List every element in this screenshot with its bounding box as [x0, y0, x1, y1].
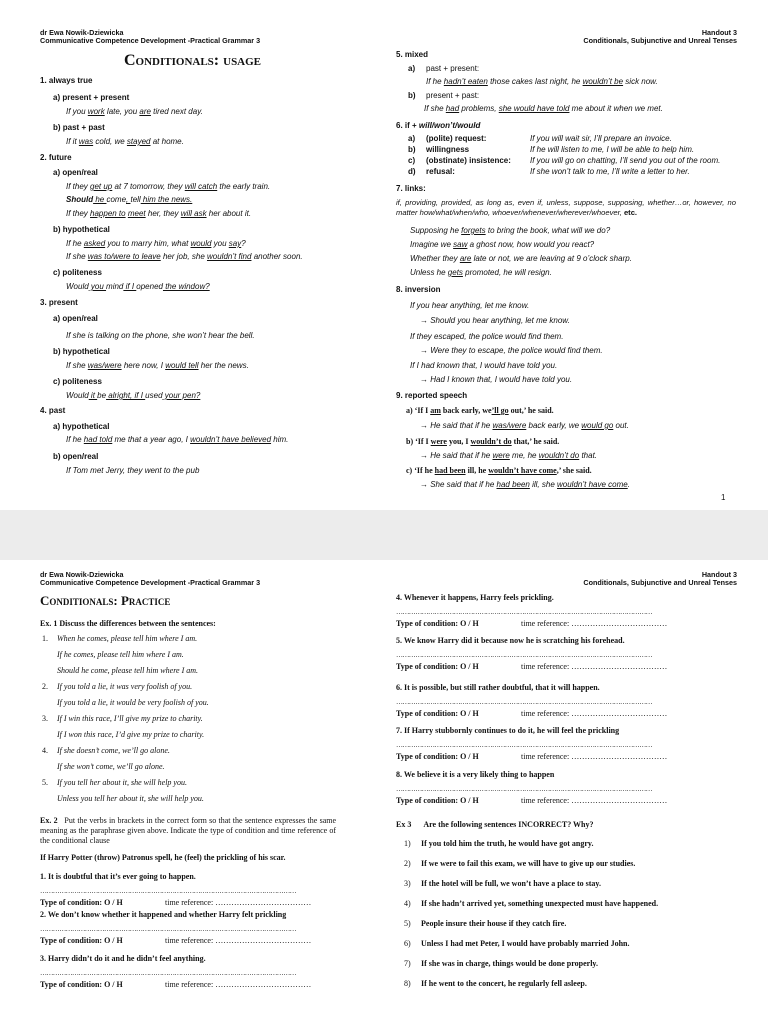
underlined-verb: wouldn’t have come	[488, 466, 557, 475]
sentence-text: → He said that if he	[420, 451, 493, 460]
example-sentence: If you told a lie, it was very foolish of you.	[57, 682, 193, 691]
example-sentence: If you hear anything, let me know.	[410, 301, 530, 310]
example-sentence	[410, 226, 610, 236]
sentence-text: him.	[271, 435, 289, 444]
example-sentence: If you will go on chatting, I’ll send you out of the room.	[530, 156, 721, 165]
header-topic: Conditionals, Subjunctive and Unreal Tenses	[583, 578, 737, 587]
page-gap	[0, 510, 768, 560]
sentence-text: the early train.	[217, 182, 271, 191]
header-author: dr Ewa Nowik-Dziewicka	[40, 570, 124, 579]
example-sentence	[66, 182, 270, 192]
handout-page-2	[0, 560, 768, 1024]
underlined-verb: are	[459, 254, 472, 263]
underlined-verb: was/were	[87, 361, 122, 370]
underlined-verb: ’ll go	[491, 406, 509, 415]
example-sentence	[410, 240, 594, 250]
sentence-text: her, they	[145, 209, 181, 218]
underlined-verb: would tell	[165, 361, 199, 370]
underlined-verb: would go	[581, 421, 614, 430]
underlined-verb: say	[228, 239, 242, 248]
item-number: 6)	[404, 939, 411, 948]
underlined-verb: hadn’t eaten	[443, 77, 488, 86]
example-sentence: If they escaped, the police would find them.	[410, 332, 564, 341]
underlined-verb: gets	[447, 268, 463, 277]
if-will-label: c)	[408, 156, 416, 165]
sentence-text: If he	[66, 435, 84, 444]
handout-page-1	[0, 0, 768, 510]
example-sentence	[426, 77, 658, 87]
sentence-text: be	[97, 391, 107, 400]
item-number: 2)	[404, 859, 411, 868]
reported-sentence	[406, 437, 559, 447]
underlined-verb: him the news.	[140, 195, 193, 204]
exercise-item: If we were to fail this exam, we will have to give up our studies.	[421, 859, 636, 868]
sentence-text: c) ‘If he	[406, 466, 435, 475]
exercise-item: 5. We know Harry did it because now he is scratching his forehead.	[396, 636, 625, 645]
example-sentence	[66, 107, 203, 117]
underlined-verb: he	[93, 195, 107, 204]
sentence-text: those cakes last night, he	[487, 77, 583, 86]
subsection-label: c) politeness	[53, 268, 102, 277]
exercise-3-heading: Ex 3 Are the following sentences INCORRECT? Why?	[396, 820, 594, 829]
example-sentence	[410, 254, 632, 264]
example-sentence	[66, 435, 288, 445]
sentence-text: come	[106, 195, 127, 204]
sentence-text: to bring the book, what will we do?	[485, 226, 611, 235]
underlined-verb: saw	[453, 240, 468, 249]
exercise-item: Unless I had met Peter, I would have probably married John.	[421, 939, 630, 948]
exercise-item: 4. Whenever it happens, Harry feels prickling.	[396, 593, 554, 602]
example-sentence: If I win this race, I’ll give my prize to charity.	[57, 714, 203, 723]
answer-line: …………………………………………………………………………………………………………	[40, 969, 297, 977]
section-heading: 6. if + will/won’t/would	[396, 121, 481, 130]
underlined-verb: you	[88, 282, 107, 291]
exercise-item: 7. If Harry stubbornly continues to do it, he will feel the prickling	[396, 726, 620, 735]
if-will-function: willingness	[426, 145, 470, 154]
page-number: 1	[721, 493, 726, 502]
subsection-text: present + past:	[426, 91, 480, 100]
underlined-verb: work	[87, 107, 105, 116]
sentence-text: mind	[106, 282, 124, 291]
example-sentence: If she won’t talk to me, I’ll write a letter to her.	[530, 167, 690, 176]
subsection-label: a) hypothetical	[53, 422, 110, 431]
item-number: 1)	[404, 839, 411, 848]
type-of-condition-field: Type of condition: O / H	[396, 752, 479, 761]
example-sentence: If he comes, please tell him where I am.	[57, 650, 184, 659]
exercise-item: People insure their house if they catch fire.	[421, 919, 567, 928]
sentence-text: here now, I	[121, 361, 166, 370]
exercise-item: If you told him the truth, he would have got angry.	[421, 839, 594, 848]
exercise-item: If she was in charge, things would be done properly.	[421, 959, 598, 968]
sentence-text: promoted, he will resign.	[462, 268, 552, 277]
example-sentence	[424, 104, 663, 114]
answer-line: …………………………………………………………………………………………………………	[40, 887, 297, 895]
underlined-verb: will catch	[184, 182, 218, 191]
sentence-text: you, I	[446, 437, 471, 446]
subsection-label: a) present + present	[53, 93, 130, 102]
example-sentence: If Tom met Jerry, they went to the pub	[66, 466, 200, 475]
exercise-item: If the hotel will be full, we won’t have a place to stay.	[421, 879, 601, 888]
sentence-text: ill, she	[529, 480, 557, 489]
example-sentence	[66, 361, 249, 371]
exercise-2-example: If Harry Potter (throw) Patronus spell, he (feel) the prickling of his scar.	[40, 853, 286, 862]
subsection-label: b) hypothetical	[53, 225, 110, 234]
time-reference-field: time reference: ………………………………	[521, 796, 668, 805]
underlined-verb: forgets	[461, 226, 486, 235]
sentence-text: cold, we	[93, 137, 127, 146]
underlined-verb: wouldn’t have believed	[190, 435, 272, 444]
sentence-text: her about it.	[206, 209, 252, 218]
sentence-text: at home.	[150, 137, 184, 146]
time-reference-field: time reference: ………………………………	[521, 619, 668, 628]
if-will-label: b)	[408, 145, 416, 154]
exercise-2-instructions: Ex. 2 Put the verbs in brackets in the correct form so that the sentence expresses the same meaning as the paraphrase given above. Indicate the type of condition and time reference of the conditional clause	[40, 816, 337, 845]
exercise-item: 6. It is possible, but still rather doubtful, that it will happen.	[396, 683, 600, 692]
item-number: 2.	[42, 682, 48, 691]
underlined-verb: had told	[83, 435, 113, 444]
example-sentence: When he comes, please tell him where I am.	[57, 634, 198, 643]
underlined-verb: will ask	[180, 209, 207, 218]
underlined-verb: wouldn’t have come	[557, 480, 628, 489]
underlined-verb: am	[430, 406, 441, 415]
example-sentence: Should he come, please tell him where I am.	[57, 666, 199, 675]
answer-line: …………………………………………………………………………………………………………	[396, 785, 653, 793]
exercise-item: If he went to the concert, he regularly fell asleep.	[421, 979, 587, 988]
if-will-function: (polite) request:	[426, 134, 487, 143]
links-list: if, providing, provided, as long as, even if, unless, suppose, supposing, whether…or, however, no matter how/what/when/who, whoever/whenever/wherever/whoever, etc.	[396, 198, 736, 217]
underlined-verb: wouldn’t do	[538, 451, 580, 460]
if-will-label: d)	[408, 167, 416, 176]
header-topic: Conditionals, Subjunctive and Unreal Tenses	[583, 36, 737, 45]
underlined-verb: wouldn’t do	[470, 437, 512, 446]
example-sentence: If she doesn’t come, we’ll go alone.	[57, 746, 170, 755]
item-number: 4.	[42, 746, 48, 755]
page-title: Conditionals: Practice	[40, 593, 171, 608]
sentence-text: back early, we	[526, 421, 582, 430]
reported-sentence	[406, 406, 554, 416]
answer-line: …………………………………………………………………………………………………………	[396, 651, 653, 659]
sentence-text: you	[211, 239, 229, 248]
header-course: Communicative Competence Development -Practical Grammar 3	[40, 36, 261, 45]
sentence-text: If they	[66, 209, 91, 218]
example-sentence: If he will listen to me, I will be able to help him.	[530, 145, 695, 154]
header-handout: Handout 3	[701, 28, 737, 37]
sentence-text: If she	[424, 104, 446, 113]
sentence-text: ?	[241, 239, 246, 248]
section-heading: 5. mixed	[396, 50, 429, 59]
section-heading: 8. inversion	[396, 285, 441, 294]
example-sentence	[66, 195, 192, 205]
exercise-item: 2. We don’t know whether it happened and whether Harry felt prickling	[40, 910, 287, 919]
section-heading: 3. present	[40, 298, 78, 307]
section-heading: 7. links:	[396, 184, 426, 193]
sentence-text: another soon.	[251, 252, 303, 261]
sentence-text: ,’ she said.	[556, 466, 592, 475]
example-sentence: If she won’t come, we’ll go alone.	[57, 762, 165, 771]
sentence-text: me, he	[509, 451, 539, 460]
emphasis-word: Should	[66, 195, 94, 204]
subsection-label: b) hypothetical	[53, 347, 110, 356]
example-sentence: If she is talking on the phone, she won’t hear the bell.	[66, 331, 255, 340]
example-sentence: → Had I known that, I would have told you.	[420, 375, 573, 384]
example-sentence: If you tell her about it, she will help you.	[57, 778, 187, 787]
type-of-condition-field: Type of condition: O / H	[40, 980, 123, 989]
item-number: 3)	[404, 879, 411, 888]
subsection-label: b) open/real	[53, 452, 99, 461]
if-will-label: a)	[408, 134, 416, 143]
sentence-text: If he	[66, 239, 84, 248]
time-reference-field: time reference: ………………………………	[521, 752, 668, 761]
example-sentence	[420, 451, 597, 461]
item-number: 5)	[404, 919, 411, 928]
underlined-verb: was to/were to leave	[87, 252, 161, 261]
underlined-verb: had been	[434, 466, 466, 475]
answer-line: …………………………………………………………………………………………………………	[396, 698, 653, 706]
underlined-verb: if I	[123, 282, 137, 291]
sentence-text: Supposing he	[410, 226, 462, 235]
sentence-text: her job, she	[160, 252, 207, 261]
underlined-verb: happen to	[90, 209, 126, 218]
example-sentence: → Should you hear anything, let me know.	[420, 316, 570, 325]
time-reference-field: time reference: ………………………………	[165, 980, 312, 989]
example-sentence: If you told a lie, it would be very foolish of you.	[57, 698, 209, 707]
underlined-verb: wouldn’t be	[582, 77, 624, 86]
example-sentence: If I had known that, I would have told you.	[410, 361, 558, 370]
item-number: 4)	[404, 899, 411, 908]
subsection-text: past + present:	[426, 64, 480, 73]
underlined-verb: alright, if I	[106, 391, 146, 400]
sentence-text: me about it when we met.	[569, 104, 663, 113]
sentence-text: tell	[130, 195, 141, 204]
header-handout: Handout 3	[701, 570, 737, 579]
type-of-condition-field: Type of condition: O / H	[396, 709, 479, 718]
time-reference-field: time reference: ………………………………	[521, 709, 668, 718]
sentence-text: tired next day.	[150, 107, 203, 116]
answer-line: …………………………………………………………………………………………………………	[396, 608, 653, 616]
example-sentence	[66, 391, 200, 401]
example-sentence	[420, 421, 629, 431]
answer-line: …………………………………………………………………………………………………………	[396, 741, 653, 749]
item-number: 7)	[404, 959, 411, 968]
header-course: Communicative Competence Development -Practical Grammar 3	[40, 578, 261, 587]
type-of-condition-field: Type of condition: O / H	[396, 662, 479, 671]
time-reference-field: time reference: ………………………………	[165, 898, 312, 907]
sentence-text: → She said that if he	[420, 480, 497, 489]
sentence-text: opened	[136, 282, 163, 291]
example-sentence	[66, 209, 251, 219]
sentence-text: out,’ he said.	[508, 406, 554, 415]
page-title: Conditionals: usage	[124, 52, 262, 69]
underlined-verb: she would have told	[498, 104, 570, 113]
subsection-label: b)	[408, 91, 416, 100]
sentence-text: me that a year ago, I	[112, 435, 191, 444]
subsection-label: c) politeness	[53, 377, 102, 386]
exercise-item: 3. Harry didn’t do it and he didn’t feel anything.	[40, 954, 206, 963]
sentence-text: out.	[613, 421, 629, 430]
example-sentence: If you will wait sir, I’ll prepare an invoice.	[530, 134, 672, 143]
sentence-text: sick now.	[623, 77, 658, 86]
underlined-verb: had been	[496, 480, 530, 489]
example-sentence	[66, 252, 303, 262]
sentence-text: If she	[66, 361, 88, 370]
section-heading: 2. future	[40, 153, 72, 162]
underlined-verb: are	[139, 107, 151, 116]
underlined-verb: asked	[83, 239, 106, 248]
underlined-verb: stayed	[126, 137, 151, 146]
sentence-text: a) ‘If I	[406, 406, 431, 415]
example-sentence	[420, 480, 630, 490]
example-sentence: → Were they to escape, the police would find them.	[420, 346, 603, 355]
sentence-text: late or not, we are leaving at 9 o’clock sharp.	[471, 254, 632, 263]
if-will-function: refusal:	[426, 167, 455, 176]
subsection-label: a) open/real	[53, 168, 98, 177]
sentence-text: at 7 tomorrow, they	[112, 182, 185, 191]
underlined-verb: had	[445, 104, 460, 113]
example-sentence: If I won this race, I’d give my prize to charity.	[57, 730, 205, 739]
exercise-item: 8. We believe it is a very likely thing to happen	[396, 770, 555, 779]
underlined-verb: get up	[90, 182, 113, 191]
sentence-text: problems,	[459, 104, 499, 113]
exercise-item: 1. It is doubtful that it’s ever going to happen.	[40, 872, 196, 881]
example-sentence: Unless you tell her about it, she will help you.	[57, 794, 204, 803]
sentence-text: her the news.	[198, 361, 249, 370]
example-sentence	[66, 282, 210, 292]
exercise-heading: Ex. 1 Discuss the differences between the sentences:	[40, 619, 216, 628]
section-heading: 4. past	[40, 406, 66, 415]
sentence-text: Imagine we	[410, 240, 454, 249]
underlined-verb: meet	[127, 209, 146, 218]
sentence-text: Would	[66, 391, 89, 400]
section-heading: 1. always true	[40, 76, 93, 85]
sentence-text: ill, he	[465, 466, 489, 475]
underlined-verb: the window?	[162, 282, 210, 291]
subsection-label: b) past + past	[53, 123, 105, 132]
section-heading: 9. reported speech	[396, 391, 468, 400]
sentence-text: b) ‘If I	[406, 437, 431, 446]
sentence-text: If they	[66, 182, 91, 191]
item-number: 8)	[404, 979, 411, 988]
sentence-text: Whether they	[410, 254, 460, 263]
underlined-verb: was	[78, 137, 94, 146]
time-reference-field: time reference: ………………………………	[521, 662, 668, 671]
sentence-text: .	[627, 480, 630, 489]
sentence-text: Would	[66, 282, 89, 291]
underlined-verb: your pen?	[162, 391, 201, 400]
example-sentence	[66, 137, 184, 147]
sentence-text: → He said that if he	[420, 421, 493, 430]
subsection-label: a)	[408, 64, 416, 73]
reported-sentence	[406, 466, 592, 476]
item-number: 5.	[42, 778, 48, 787]
sentence-text: back early, we	[440, 406, 492, 415]
sentence-text: Unless he	[410, 268, 448, 277]
sentence-text: If she	[66, 252, 88, 261]
sentence-text: If it	[66, 137, 79, 146]
underlined-verb: were	[430, 437, 447, 446]
answer-line: …………………………………………………………………………………………………………	[40, 925, 297, 933]
sentence-text: that.	[579, 451, 598, 460]
example-sentence	[66, 239, 246, 249]
sentence-text: used	[145, 391, 163, 400]
example-sentence	[410, 268, 552, 278]
underlined-verb: was/were	[492, 421, 527, 430]
sentence-text: late, you	[104, 107, 140, 116]
sentence-text: a ghost now, how would you react?	[467, 240, 595, 249]
item-number: 1.	[42, 634, 48, 643]
sentence-text: that,’ he said.	[511, 437, 560, 446]
type-of-condition-field: Type of condition: O / H	[396, 619, 479, 628]
type-of-condition-field: Type of condition: O / H	[40, 898, 123, 907]
sentence-text: If he	[426, 77, 444, 86]
exercise-item: If she hadn’t arrived yet, something unexpected must have happened.	[421, 899, 659, 908]
item-number: 3.	[42, 714, 48, 723]
underlined-verb: would	[190, 239, 212, 248]
sentence-text: you to marry him, what	[105, 239, 191, 248]
subsection-label: a) open/real	[53, 314, 98, 323]
header-author: dr Ewa Nowik-Dziewicka	[40, 28, 124, 37]
sentence-text: If you	[66, 107, 88, 116]
if-will-function: (obstinate) insistence:	[426, 156, 511, 165]
underlined-verb: were	[492, 451, 510, 460]
time-reference-field: time reference: ………………………………	[165, 936, 312, 945]
underlined-verb: it	[88, 391, 98, 400]
underlined-verb: ,	[126, 195, 131, 204]
underlined-verb: wouldn’t find	[206, 252, 252, 261]
type-of-condition-field: Type of condition: O / H	[396, 796, 479, 805]
type-of-condition-field: Type of condition: O / H	[40, 936, 123, 945]
